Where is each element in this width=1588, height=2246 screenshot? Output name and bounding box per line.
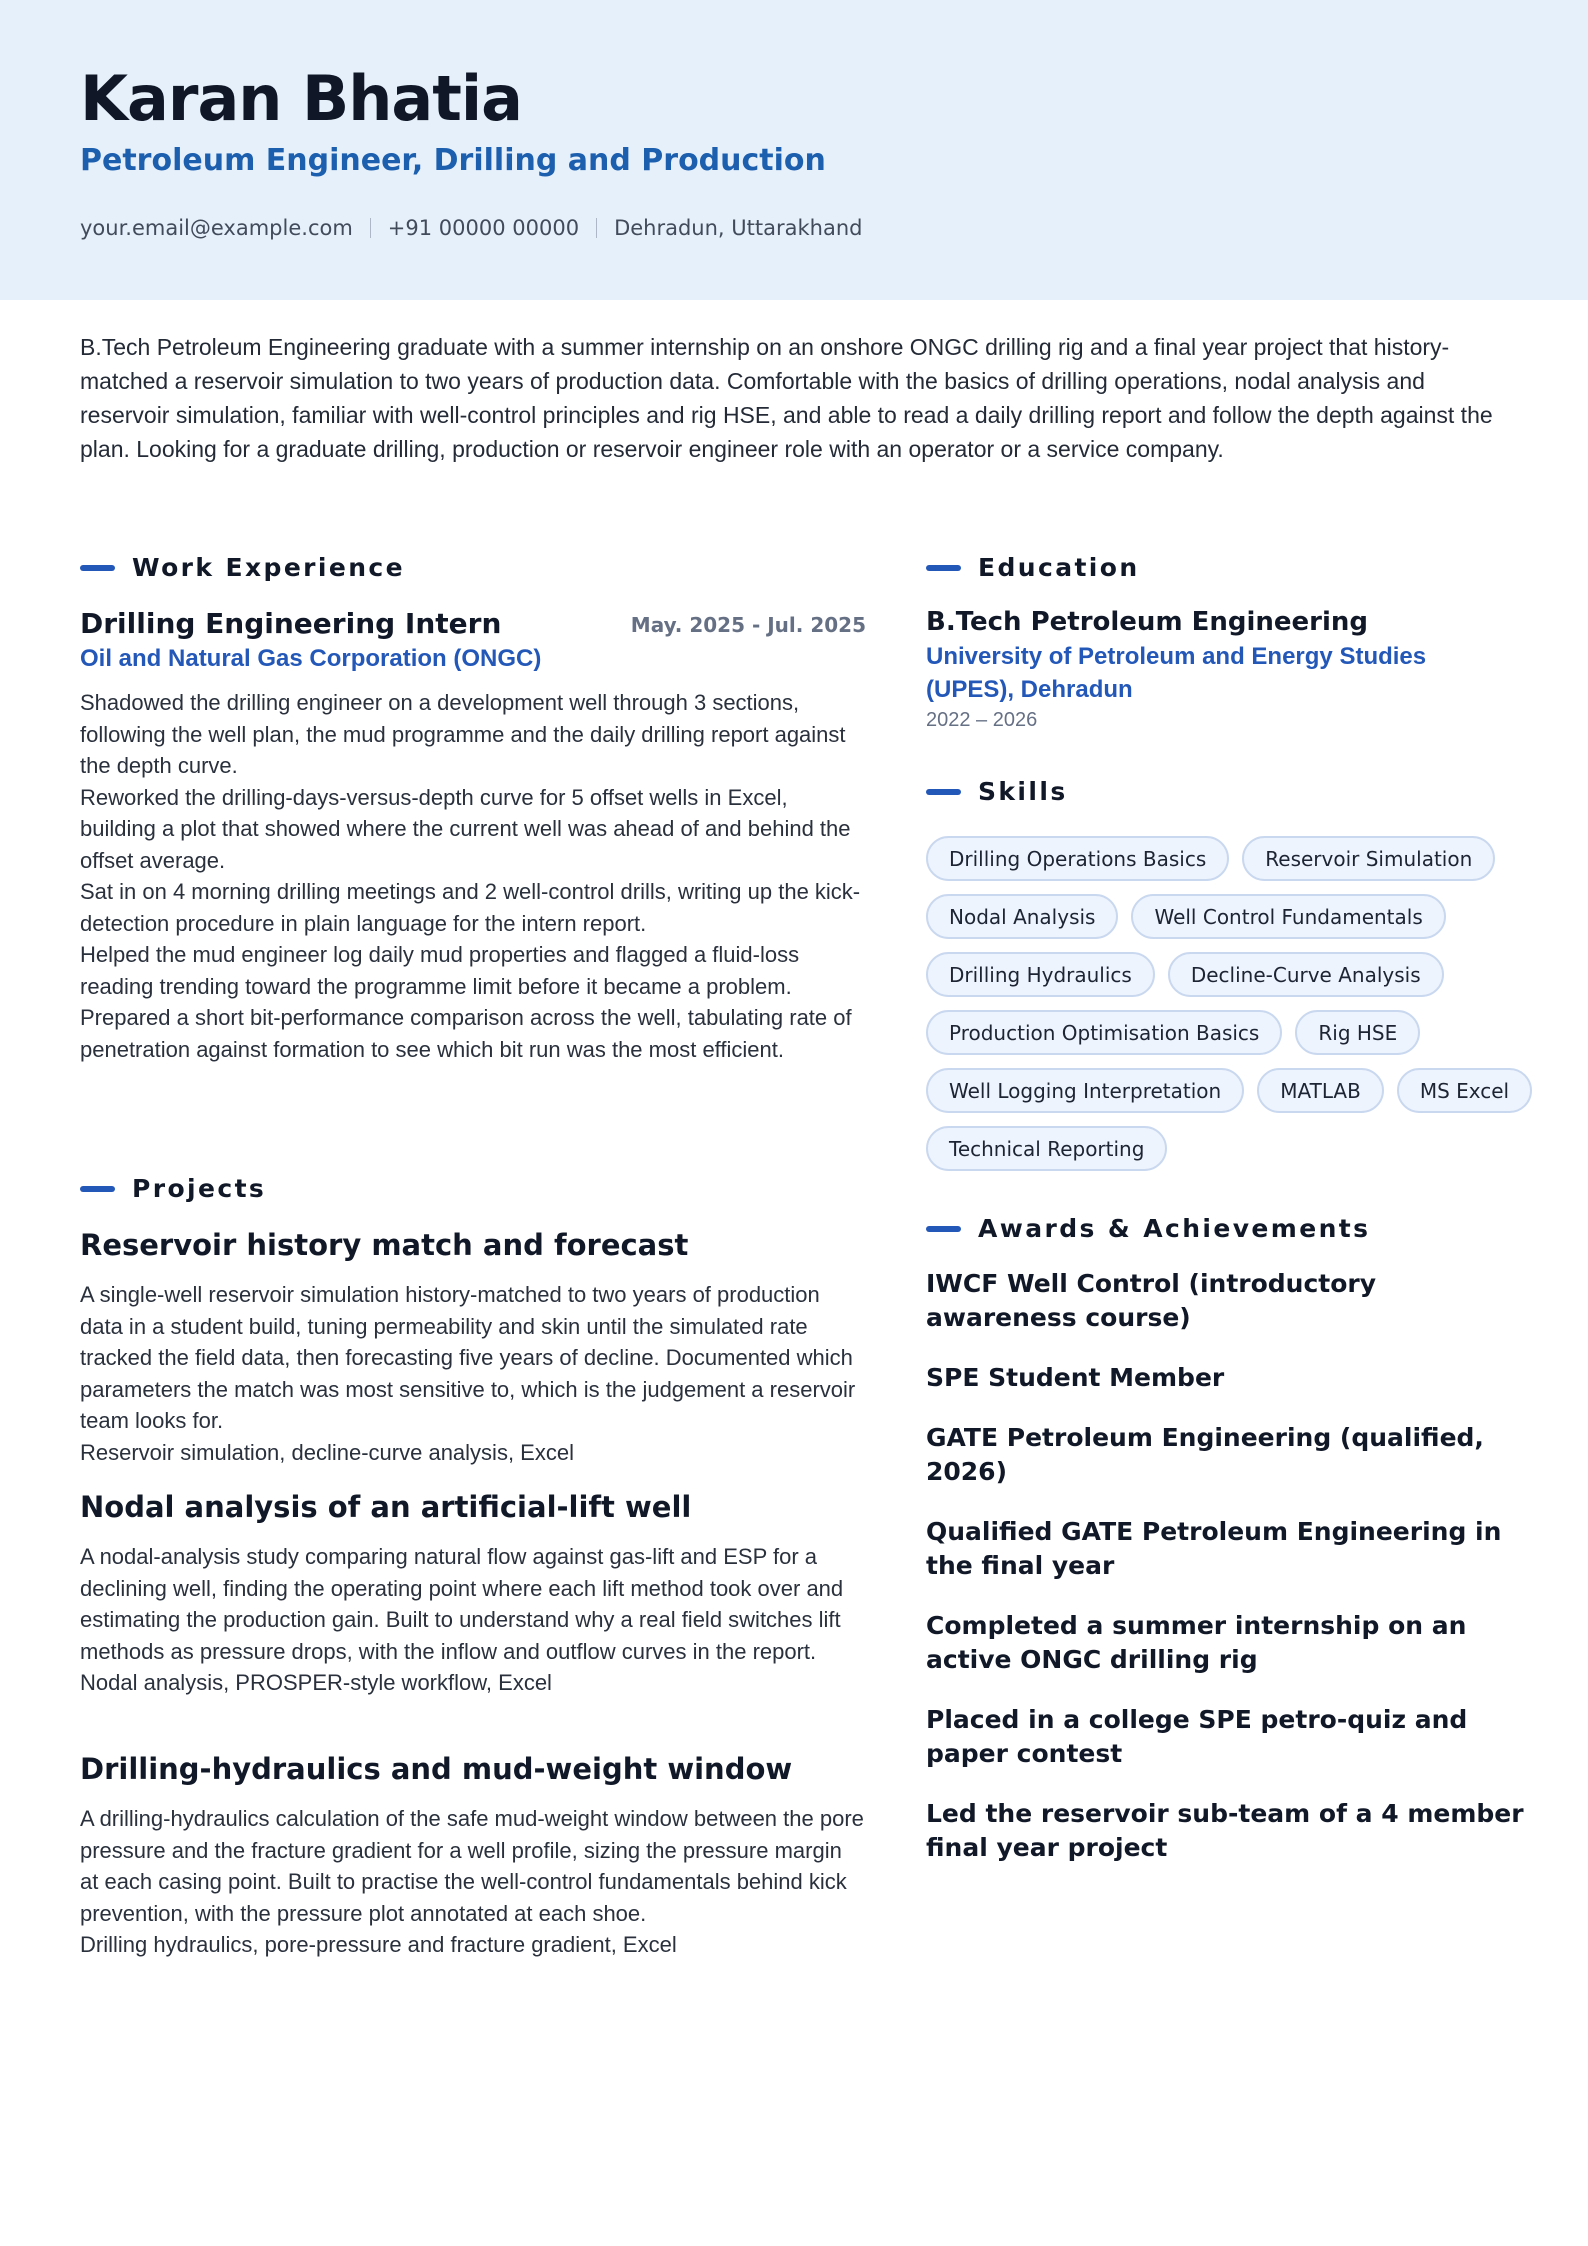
award-item: Qualified GATE Petroleum Engineering in the final year xyxy=(926,1517,1502,1580)
education-heading xyxy=(926,551,1140,585)
degree-name: B.Tech Petroleum Engineering xyxy=(926,607,1369,637)
section-accent-bar xyxy=(926,1226,961,1232)
project-description: A nodal-analysis study comparing natural flow against gas-lift and ESP for a declining well, finding the operating point where each lift method took over and estimating the production gain. Built to understand why a real field switches lift methods as pressure drops, with the inflow and outflow curves in the report. xyxy=(80,1544,844,1664)
experience-bullet: Prepared a short bit-performance comparison across the well, tabulating rate of penetration against formation to see which bit run was the most efficient. xyxy=(80,1005,852,1062)
award-item: Placed in a college SPE petro-quiz and paper contest xyxy=(926,1705,1468,1768)
project-description: A drilling-hydraulics calculation of the safe mud-weight window between the pore pressure and the fracture gradient for a well profile, sizing the pressure margin at each casing point. Built to practise the well-control fundamentals behind kick prevention, with the pressure plot annotated at each shoe. xyxy=(80,1806,864,1926)
award-item: IWCF Well Control (introductory awareness course) xyxy=(926,1269,1377,1332)
awards-heading xyxy=(926,1212,1370,1246)
experience-bullet: Sat in on 4 morning drilling meetings and 2 well-control drills, writing up the kick-detection procedure in plain language for the intern report. xyxy=(80,879,861,936)
section-accent-bar xyxy=(926,565,961,571)
skill-chip: Well Control Fundamentals xyxy=(1131,894,1445,939)
skill-chip: MS Excel xyxy=(1397,1068,1532,1113)
skill-chip: Well Logging Interpretation xyxy=(926,1068,1244,1113)
project-description: A single-well reservoir simulation history-matched to two years of production data in a student build, tuning permeability and skin until the simulated rate tracked the field data, then forecasting five years of decline. Documented which parameters the match was most sensitive to, which is the judgement a reservoir team looks for. xyxy=(80,1282,856,1433)
award-item: Completed a summer internship on an active ONGC drilling rig xyxy=(926,1611,1467,1674)
project-technologies: Nodal analysis, PROSPER-style workflow, Excel xyxy=(80,1670,552,1695)
projects-title: Projects xyxy=(132,1174,267,1203)
skills-list xyxy=(926,836,1536,1171)
skill-chip: Reservoir Simulation xyxy=(1242,836,1495,881)
experience-bullet: Shadowed the drilling engineer on a development well through 3 sections, following the well plan, the mud programme and the daily drilling report against the depth curve. xyxy=(80,690,846,778)
job-dates: May. 2025 - Jul. 2025 xyxy=(630,613,866,637)
skill-chip: Production Optimisation Basics xyxy=(926,1010,1282,1055)
award-item: GATE Petroleum Engineering (qualified, 2026) xyxy=(926,1423,1484,1486)
section-accent-bar xyxy=(80,1186,115,1192)
project-card xyxy=(80,1488,866,1699)
section-accent-bar xyxy=(926,789,961,795)
education-years: 2022 – 2026 xyxy=(926,709,1038,731)
job-title: Drilling Engineering Intern xyxy=(80,607,502,640)
skill-chip: Decline-Curve Analysis xyxy=(1168,952,1444,997)
project-technologies: Drilling hydraulics, pore-pressure and fracture gradient, Excel xyxy=(80,1932,677,1957)
contact-separator xyxy=(596,218,597,238)
contact-email: your.email@example.com xyxy=(80,216,353,240)
project-title: Reservoir history match and forecast xyxy=(80,1228,689,1262)
project-title: Drilling-hydraulics and mud-weight window xyxy=(80,1752,793,1786)
contact-phone: +91 00000 00000 xyxy=(387,216,580,240)
award-item: Led the reservoir sub-team of a 4 member final year project xyxy=(926,1799,1524,1862)
contact-location: Dehradun, Uttarakhand xyxy=(614,216,863,240)
resume-header xyxy=(0,0,1588,300)
project-title: Nodal analysis of an artificial-lift well xyxy=(80,1490,692,1524)
project-card xyxy=(80,1750,866,1961)
skills-heading xyxy=(926,775,1068,809)
candidate-role: Petroleum Engineer, Drilling and Production xyxy=(80,143,826,178)
university-name: University of Petroleum and Energy Studies (UPES), Dehradun xyxy=(926,643,1427,703)
project-card xyxy=(80,1226,866,1468)
award-item: SPE Student Member xyxy=(926,1363,1225,1392)
candidate-name: Karan Bhatia xyxy=(80,62,522,135)
skill-chip: Drilling Operations Basics xyxy=(926,836,1229,881)
professional-summary: B.Tech Petroleum Engineering graduate with a summer internship on an onshore ONGC drilling rig and a final year project that history-matched a reservoir simulation to two years of production data. Comfortable with the basics of drilling operations, nodal analysis and reservoir simulation, familiar with well-control principles and rig HSE, and able to read a daily drilling report and follow the depth against the plan. Looking for a graduate drilling, production or reservoir engineer role with an operator or a service company. xyxy=(80,334,1493,462)
skills-title: Skills xyxy=(978,777,1068,806)
education-title: Education xyxy=(978,553,1140,582)
skill-chip: Rig HSE xyxy=(1295,1010,1420,1055)
skill-chip: MATLAB xyxy=(1257,1068,1384,1113)
awards-title: Awards & Achievements xyxy=(978,1214,1371,1243)
contact-details xyxy=(80,213,862,243)
employer-name: Oil and Natural Gas Corporation (ONGC) xyxy=(80,645,542,672)
experience-bullets xyxy=(80,687,866,1065)
section-accent-bar xyxy=(80,565,115,571)
work-experience-heading xyxy=(80,551,405,585)
contact-separator xyxy=(370,218,371,238)
projects-heading xyxy=(80,1172,266,1206)
experience-bullet: Helped the mud engineer log daily mud properties and flagged a fluid-loss reading trending toward the programme limit before it became a problem. xyxy=(80,942,800,999)
skill-chip: Technical Reporting xyxy=(926,1126,1167,1171)
project-technologies: Reservoir simulation, decline-curve analysis, Excel xyxy=(80,1439,574,1465)
skill-chip: Nodal Analysis xyxy=(926,894,1118,939)
skill-chip: Drilling Hydraulics xyxy=(926,952,1155,997)
awards-list xyxy=(926,1267,1526,1891)
experience-bullet: Reworked the drilling-days-versus-depth curve for 5 offset wells in Excel, building a plot that showed where the current well was ahead of and behind the offset average. xyxy=(80,784,851,873)
work-experience-title: Work Experience xyxy=(132,553,405,582)
